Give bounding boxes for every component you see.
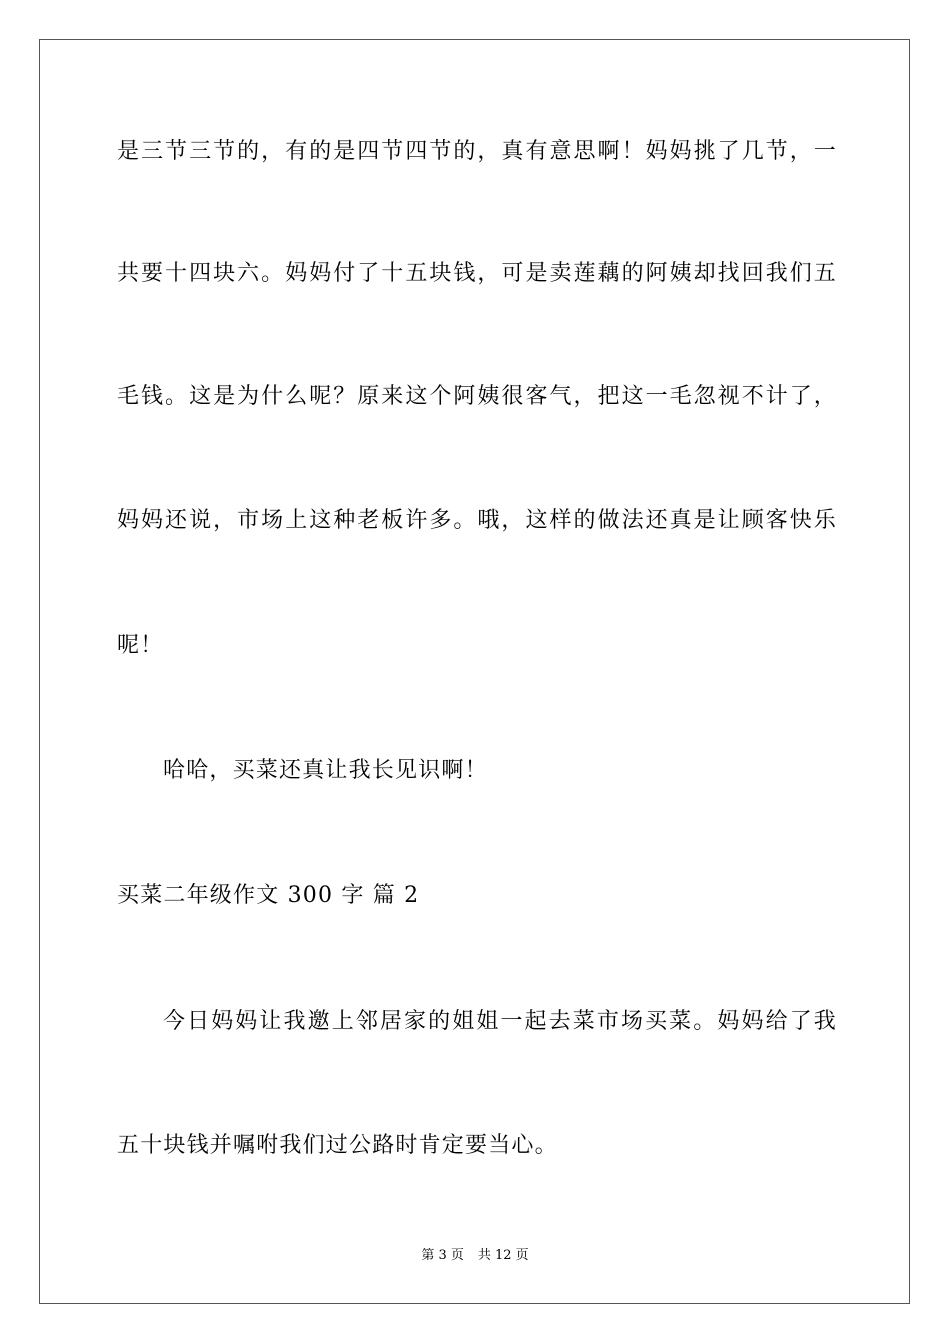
page-border: [39, 39, 910, 1304]
text-line-3: 毛钱。这是为什么呢？原来这个阿姨很客气，把这一毛忽视不计了，: [117, 384, 837, 409]
text-line-4: 妈妈还说，市场上这种老板许多。哦，这样的做法还真是让顾客快乐: [117, 508, 837, 533]
section-heading: 买菜二年级作文 300 字 篇 2: [117, 883, 420, 908]
text-line-1: 是三节三节的，有的是四节四节的，真有意思啊！妈妈挑了几节，一: [117, 139, 837, 164]
text-line-5: 呢！: [117, 633, 164, 658]
text-line-2: 共要十四块六。妈妈付了十五块钱，可是卖莲藕的阿姨却找回我们五: [117, 261, 837, 286]
page-total: 共 12 页: [477, 1248, 529, 1263]
text-line-9: 五十块钱并嘱咐我们过公路时肯定要当心。: [117, 1133, 558, 1158]
text-line-8: 今日妈妈让我邀上邻居家的姐姐一起去菜市场买菜。妈妈给了我: [163, 1009, 837, 1034]
page-number: 第 3 页: [421, 1248, 464, 1263]
page-footer: [0, 1247, 950, 1265]
text-line-6: 哈哈，买菜还真让我长见识啊！: [163, 758, 488, 783]
